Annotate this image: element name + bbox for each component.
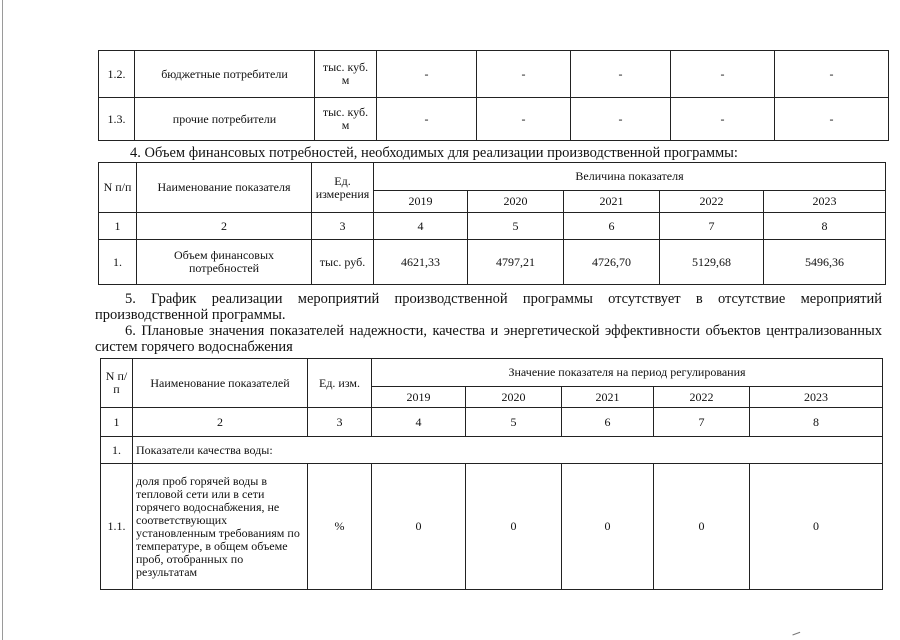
value-cell: - <box>571 51 671 98</box>
year-cell: 2021 <box>564 191 660 213</box>
row-unit: тыс. руб. <box>312 240 374 285</box>
value-cell: 0 <box>466 464 562 590</box>
row-number: 1.1. <box>101 464 133 590</box>
index-cell: 2 <box>133 408 308 437</box>
row-number: 1.2. <box>99 51 135 98</box>
index-cell: 3 <box>308 408 372 437</box>
year-cell: 2022 <box>660 191 764 213</box>
year-cell: 2019 <box>374 191 468 213</box>
index-cell: 5 <box>466 408 562 437</box>
header-name: Наименование показателя <box>137 163 312 213</box>
value-cell: - <box>571 98 671 141</box>
index-cell: 5 <box>468 213 564 240</box>
index-cell: 1 <box>101 408 133 437</box>
value-cell: 0 <box>750 464 883 590</box>
header-value: Значение показателя на период регулирования <box>372 359 883 387</box>
table-row <box>99 240 886 285</box>
table-row <box>99 98 889 141</box>
value-cell: - <box>377 51 477 98</box>
value-cell: - <box>377 98 477 141</box>
value-cell: 0 <box>562 464 654 590</box>
row-number: 1. <box>99 240 137 285</box>
row-name: бюджетные потребители <box>135 51 315 98</box>
value-cell: - <box>671 98 775 141</box>
value-cell: - <box>671 51 775 98</box>
index-cell: 8 <box>750 408 883 437</box>
value-cell: - <box>775 98 889 141</box>
row-unit: тыс. куб. м <box>315 98 377 141</box>
index-cell: 7 <box>660 213 764 240</box>
value-cell: 4797,21 <box>468 240 564 285</box>
index-cell: 4 <box>372 408 466 437</box>
header-number: N п/п <box>101 359 133 408</box>
row-name: Объем финансовых потребностей <box>137 240 312 285</box>
table-header-row <box>101 359 883 387</box>
index-cell: 6 <box>562 408 654 437</box>
table-volume-continuation <box>98 50 889 141</box>
year-cell: 2023 <box>750 387 883 408</box>
value-cell: - <box>775 51 889 98</box>
index-cell: 4 <box>374 213 468 240</box>
value-cell: 4621,33 <box>374 240 468 285</box>
table-reliability-indicators <box>100 358 883 590</box>
value-cell: - <box>477 51 571 98</box>
row-name: прочие потребители <box>135 98 315 141</box>
section5-paragraph <box>95 291 882 323</box>
row-unit: % <box>308 464 372 590</box>
year-cell: 2019 <box>372 387 466 408</box>
year-cell: 2023 <box>764 191 886 213</box>
header-name: Наименование показателей <box>133 359 308 408</box>
value-cell: - <box>477 98 571 141</box>
header-value: Величина показателя <box>374 163 886 191</box>
section6-text: 6. Плановые значения показателей надежности, качества и энергетической эффективности объектов централизованных систем горячего водоснабжения <box>95 323 882 355</box>
index-cell: 3 <box>312 213 374 240</box>
year-cell: 2020 <box>466 387 562 408</box>
index-cell: 1 <box>99 213 137 240</box>
page-edge-line <box>2 0 3 640</box>
index-cell: 6 <box>564 213 660 240</box>
value-cell: 4726,70 <box>564 240 660 285</box>
row-number: 1.3. <box>99 98 135 141</box>
row-name: доля проб горячей воды в тепловой сети или в сети горячего водоснабжения, не соответствующих установленным требованиям по температуре, в общем объеме проб, отобранных по результатам <box>133 464 308 590</box>
group-label: Показатели качества воды: <box>133 437 883 464</box>
table-row <box>99 51 889 98</box>
stray-pen-mark <box>792 632 801 639</box>
value-cell: 5496,36 <box>764 240 886 285</box>
value-cell: 0 <box>654 464 750 590</box>
value-cell: 0 <box>372 464 466 590</box>
header-number: N п/п <box>99 163 137 213</box>
table-index-row <box>99 213 886 240</box>
section4-heading: 4. Объем финансовых потребностей, необходимых для реализации производственной программы: <box>130 145 738 161</box>
year-cell: 2022 <box>654 387 750 408</box>
section6-paragraph <box>95 323 882 355</box>
row-unit: тыс. куб. м <box>315 51 377 98</box>
table-header-row <box>99 163 886 191</box>
table-index-row <box>101 408 883 437</box>
index-cell: 7 <box>654 408 750 437</box>
header-unit: Ед. измерения <box>312 163 374 213</box>
group-number: 1. <box>101 437 133 464</box>
table-financial-needs <box>98 162 886 285</box>
year-cell: 2021 <box>562 387 654 408</box>
index-cell: 8 <box>764 213 886 240</box>
index-cell: 2 <box>137 213 312 240</box>
year-cell: 2020 <box>468 191 564 213</box>
table-group-row <box>101 437 883 464</box>
value-cell: 5129,68 <box>660 240 764 285</box>
section5-text: 5. График реализации мероприятий производственной программы отсутствует в отсутствие мероприятий производственной программы. <box>95 291 882 323</box>
table-row <box>101 464 883 590</box>
header-unit: Ед. изм. <box>308 359 372 408</box>
